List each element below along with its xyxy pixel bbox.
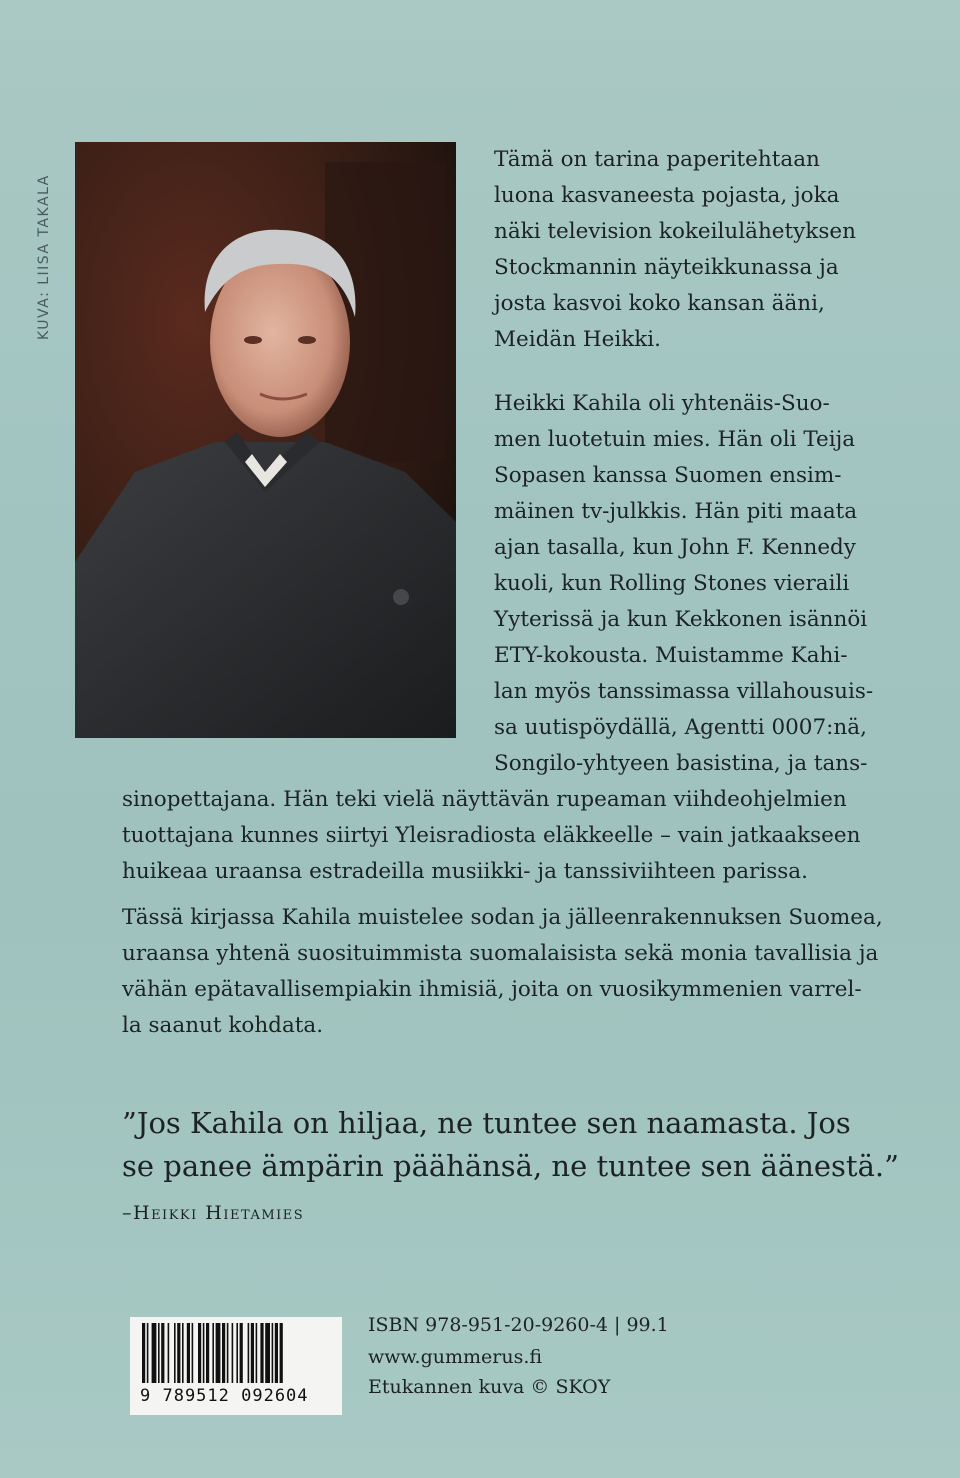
publisher-website: www.gummerus.fi	[368, 1346, 543, 1368]
quote-author: –Heikki Hietamies	[122, 1202, 305, 1224]
intro-line: Tämä on tarina paperitehtaan	[494, 147, 820, 172]
bio-line: tuottajana kunnes siirtyi Yleisradiosta eläkkeelle – vain jatkaakseen	[122, 823, 861, 848]
intro-line: luona kasvaneesta pojasta, joka	[494, 183, 840, 208]
bio-paragraph	[494, 386, 884, 782]
quote-line: ”Jos Kahila on hiljaa, ne tuntee sen naamasta. Jos	[122, 1106, 851, 1140]
intro-line: näki television kokeilulähetyksen	[494, 219, 856, 244]
bio-line: mäinen tv-julkkis. Hän piti maata	[494, 499, 858, 524]
bio-line: sinopettajana. Hän teki vielä näyttävän rupeaman viihdeohjelmien	[122, 787, 847, 812]
summary-line: la saanut kohdata.	[122, 1013, 324, 1038]
intro-line: Meidän Heikki.	[494, 327, 661, 352]
bio-line: lan myös tanssimassa villahousuis-	[494, 679, 874, 704]
bio-line: Sopasen kanssa Suomen ensim-	[494, 463, 842, 488]
barcode-bars	[142, 1323, 330, 1383]
bio-line: Heikki Kahila oli yhtenäis-Suo-	[494, 391, 830, 416]
bio-line: ETY-kokousta. Muistamme Kahi-	[494, 643, 848, 668]
isbn-barcode	[130, 1317, 342, 1415]
intro-paragraph	[494, 142, 884, 358]
summary-paragraph	[122, 900, 882, 1044]
bio-line: Songilo-yhtyeen basistina, ja tans-	[494, 751, 868, 776]
bio-line: ajan tasalla, kun John F. Kennedy	[494, 535, 856, 560]
summary-line: vähän epätavallisempiakin ihmisiä, joita on vuosikymmenien varrel-	[122, 977, 862, 1002]
intro-line: josta kasvoi koko kansan ääni,	[494, 291, 825, 316]
barcode-digits: 9 789512 092604	[140, 1386, 309, 1406]
photo-credit: KUVA: LIISA TAKALA	[36, 174, 52, 340]
intro-line: Stockmannin näyteikkunassa ja	[494, 255, 839, 280]
bio-paragraph-continued	[122, 782, 882, 890]
bio-line: men luotetuin mies. Hän oli Teija	[494, 427, 856, 452]
bio-line: Yyterissä ja kun Kekkonen isännöi	[494, 607, 868, 632]
isbn-line: ISBN 978-951-20-9260-4 | 99.1	[368, 1314, 669, 1336]
blurb-quote	[122, 1102, 899, 1188]
author-photo	[75, 142, 456, 738]
summary-line: uraansa yhtenä suosituimmista suomalaisista sekä monia tavallisia ja	[122, 941, 879, 966]
cover-credit: Etukannen kuva © SKOY	[368, 1376, 611, 1398]
bio-line: kuoli, kun Rolling Stones vieraili	[494, 571, 850, 596]
bio-line: sa uutispöydällä, Agentti 0007:nä,	[494, 715, 867, 740]
quote-line: se panee ämpärin päähänsä, ne tuntee sen äänestä.”	[122, 1149, 899, 1183]
summary-line: Tässä kirjassa Kahila muistelee sodan ja jälleenrakennuksen Suomea,	[122, 905, 883, 930]
bio-line: huikeaa uraansa estradeilla musiikki- ja tanssiviihteen parissa.	[122, 859, 808, 884]
